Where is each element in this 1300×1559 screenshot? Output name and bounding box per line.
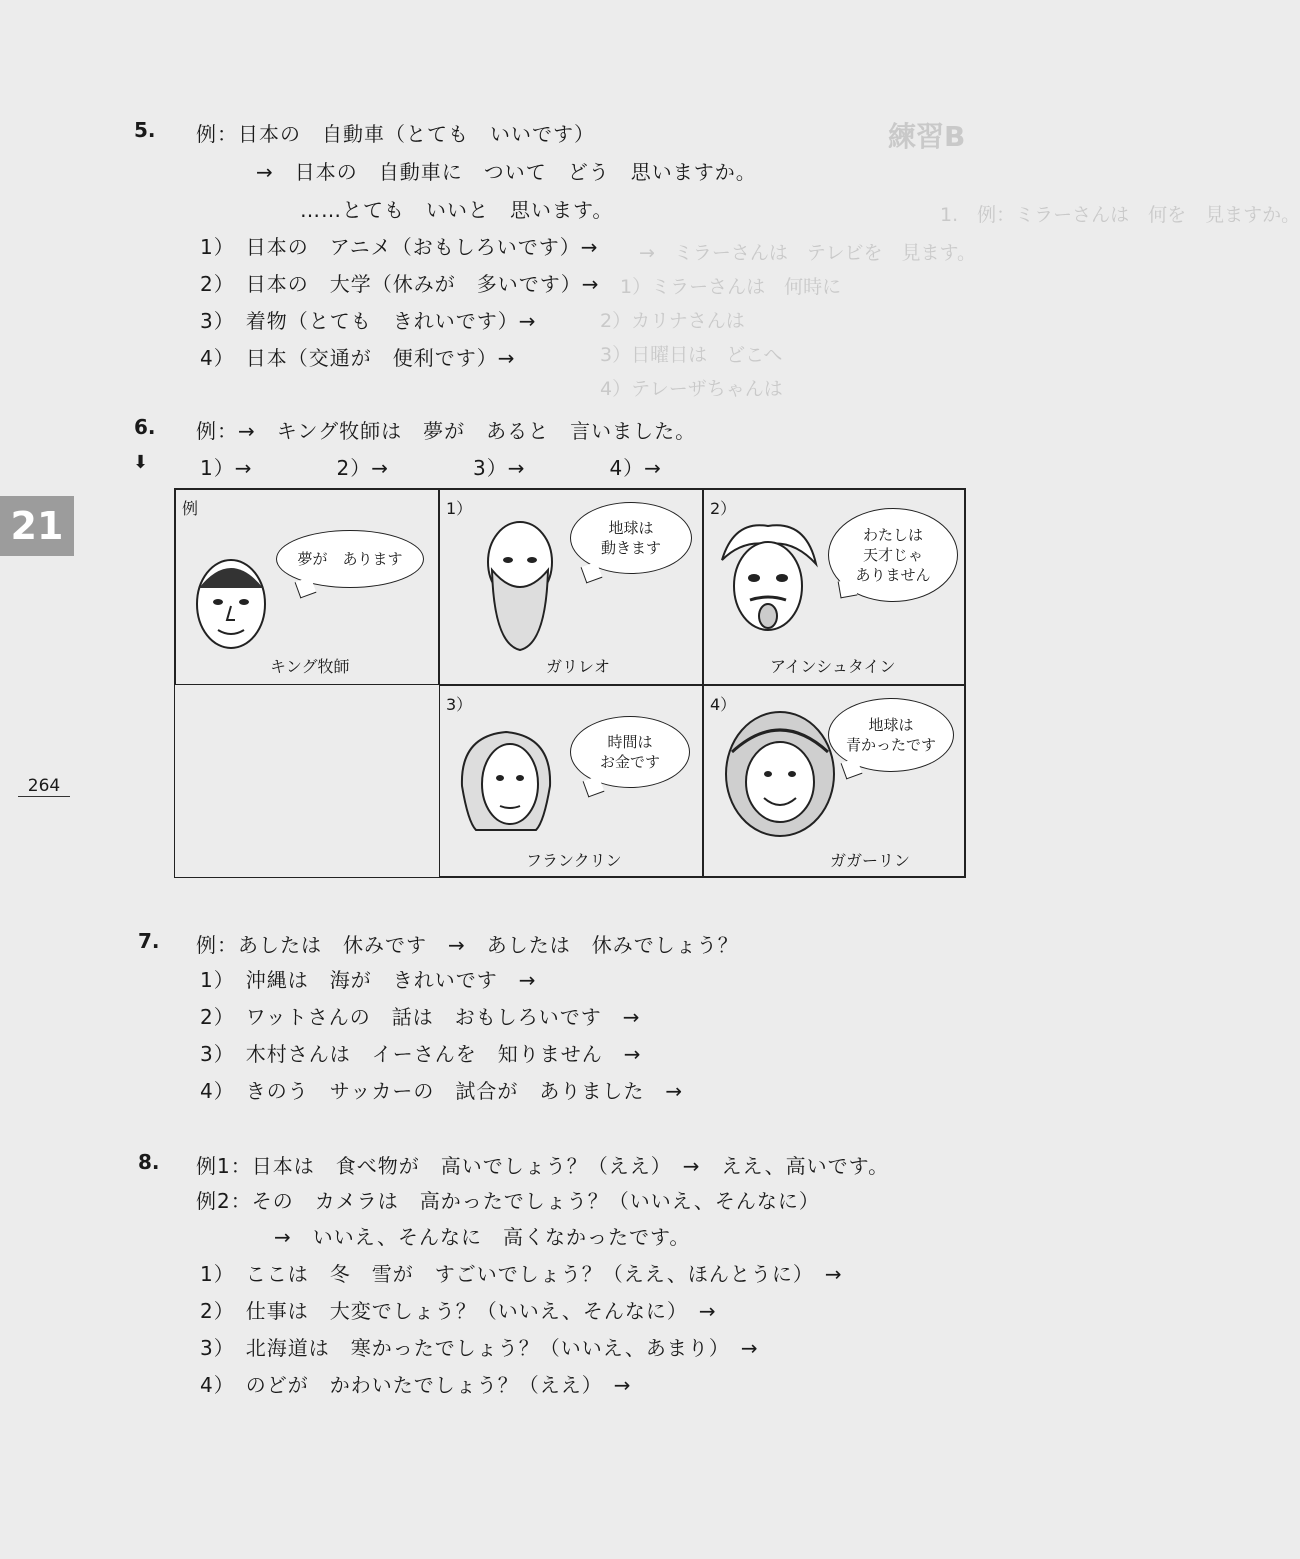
cell-label: 4） <box>710 695 737 714</box>
side-page-title: 練習B <box>888 120 966 153</box>
exercise-item: 2） 日本の 大学（休みが 多いです）→ <box>200 272 600 296</box>
speech-line: 動きます <box>600 539 661 557</box>
empty-area <box>175 685 439 877</box>
exercise-item: 2） 仕事は 大変でしょう？（いいえ、そんなに） → <box>200 1299 717 1323</box>
exercise-example-2: 例2：その カメラは 高かったでしょう？（いいえ、そんなに） <box>196 1189 820 1213</box>
side-page-line: 2）カリナさんは <box>600 310 745 332</box>
exercise-item: 3） 木村さんは イーさんを 知りません → <box>200 1042 642 1066</box>
speech-line: 時間は <box>607 733 653 751</box>
exercise-item: 1） 沖縄は 海が きれいです → <box>200 968 537 992</box>
down-arrow-icon: ⬇ <box>133 452 150 473</box>
chapter-tab: 21 <box>0 496 74 556</box>
exercise-example-1: 例1：日本は 食べ物が 高いでしょう？（ええ） → ええ、高いです。 <box>196 1154 890 1178</box>
speech-line: 地球は <box>868 716 914 734</box>
speech-bubble <box>828 698 954 772</box>
exercise-number: 6. <box>134 415 156 439</box>
exercise-item: 1） ここは 冬 雪が すごいでしょう？（ええ、ほんとうに） → <box>200 1262 843 1286</box>
person-name: キング牧師 <box>270 657 350 676</box>
grid-cell-1 <box>439 489 703 685</box>
exercise-example: 例：日本の 自動車（とても いいです） <box>196 122 595 146</box>
exercise-item: 1） 日本の アニメ（おもしろいです）→ <box>200 235 599 259</box>
speech-bubble <box>276 530 424 588</box>
person-name: アインシュタイン <box>770 657 896 676</box>
speech-line: お金です <box>599 753 660 771</box>
side-page-line: 1. 例：ミラーさんは 何を 見ますか。 <box>940 204 1300 226</box>
galileo-portrait <box>478 514 562 654</box>
einstein-portrait <box>714 520 822 652</box>
speech-line: 地球は <box>608 519 654 537</box>
grid-cell-example <box>175 489 439 685</box>
exercise-item: 2） ワットさんの 話は おもしろいです → <box>200 1005 641 1029</box>
person-name: フランクリン <box>526 851 622 870</box>
exercise-number: 8. <box>138 1150 160 1174</box>
cell-label: 2） <box>710 499 737 518</box>
gagarin-portrait <box>722 708 838 840</box>
grid-cell-2 <box>703 489 965 685</box>
example-answer: → いいえ、そんなに 高くなかったです。 <box>274 1225 691 1249</box>
franklin-portrait <box>456 726 556 836</box>
grid-cell-3 <box>439 685 703 877</box>
person-name: ガガーリン <box>830 851 911 870</box>
exercise-example: 例：あしたは 休みです → あしたは 休みでしょう？ <box>196 933 739 957</box>
cell-label: 1） <box>446 499 473 518</box>
exercise-number: 7. <box>138 929 160 953</box>
example-arrow-line: → 日本の 自動車に ついて どう 思いますか。 <box>256 160 757 184</box>
speech-line: 天才じゃ <box>862 546 923 564</box>
exercise-number: 5. <box>134 118 156 142</box>
example-answer: ……とても いいと 思います。 <box>300 198 614 222</box>
page-number: 264 <box>18 776 70 797</box>
cell-label: 例 <box>182 499 199 518</box>
exercise-item: 3） 北海道は 寒かったでしょう？（いいえ、あまり） → <box>200 1336 759 1360</box>
speech-line: わたしは <box>862 526 923 544</box>
grid-cell-4 <box>703 685 965 877</box>
exercise-item: 4） 日本（交通が 便利です）→ <box>200 346 516 370</box>
cell-label: 3） <box>446 695 473 714</box>
exercise-items-line: 1）→ 2）→ 3）→ 4）→ <box>200 456 662 480</box>
person-name: ガリレオ <box>546 657 611 676</box>
side-page-line: 4）テレーザちゃんは <box>600 378 783 400</box>
speech-line: 夢が あります <box>297 550 403 568</box>
exercise-item: 4） のどが かわいたでしょう？（ええ） → <box>200 1373 632 1397</box>
exercise-item: 4） きのう サッカーの 試合が ありました → <box>200 1079 684 1103</box>
side-page-line: 3）日曜日は どこへ <box>600 344 783 366</box>
speech-bubble <box>570 502 692 574</box>
side-page-line: 1）ミラーさんは 何時に <box>620 276 842 298</box>
speech-bubble <box>570 716 690 788</box>
speech-line: 青かったです <box>845 736 936 754</box>
speech-bubble <box>828 508 958 602</box>
speech-line: ありません <box>855 566 931 584</box>
side-page-line: → ミラーさんは テレビを 見ます。 <box>620 242 977 264</box>
king-portrait <box>190 550 272 654</box>
exercise-item: 3） 着物（とても きれいです）→ <box>200 309 537 333</box>
exercise-example: 例：→ キング牧師は 夢が あると 言いました。 <box>196 419 697 443</box>
picture-grid <box>174 488 966 878</box>
